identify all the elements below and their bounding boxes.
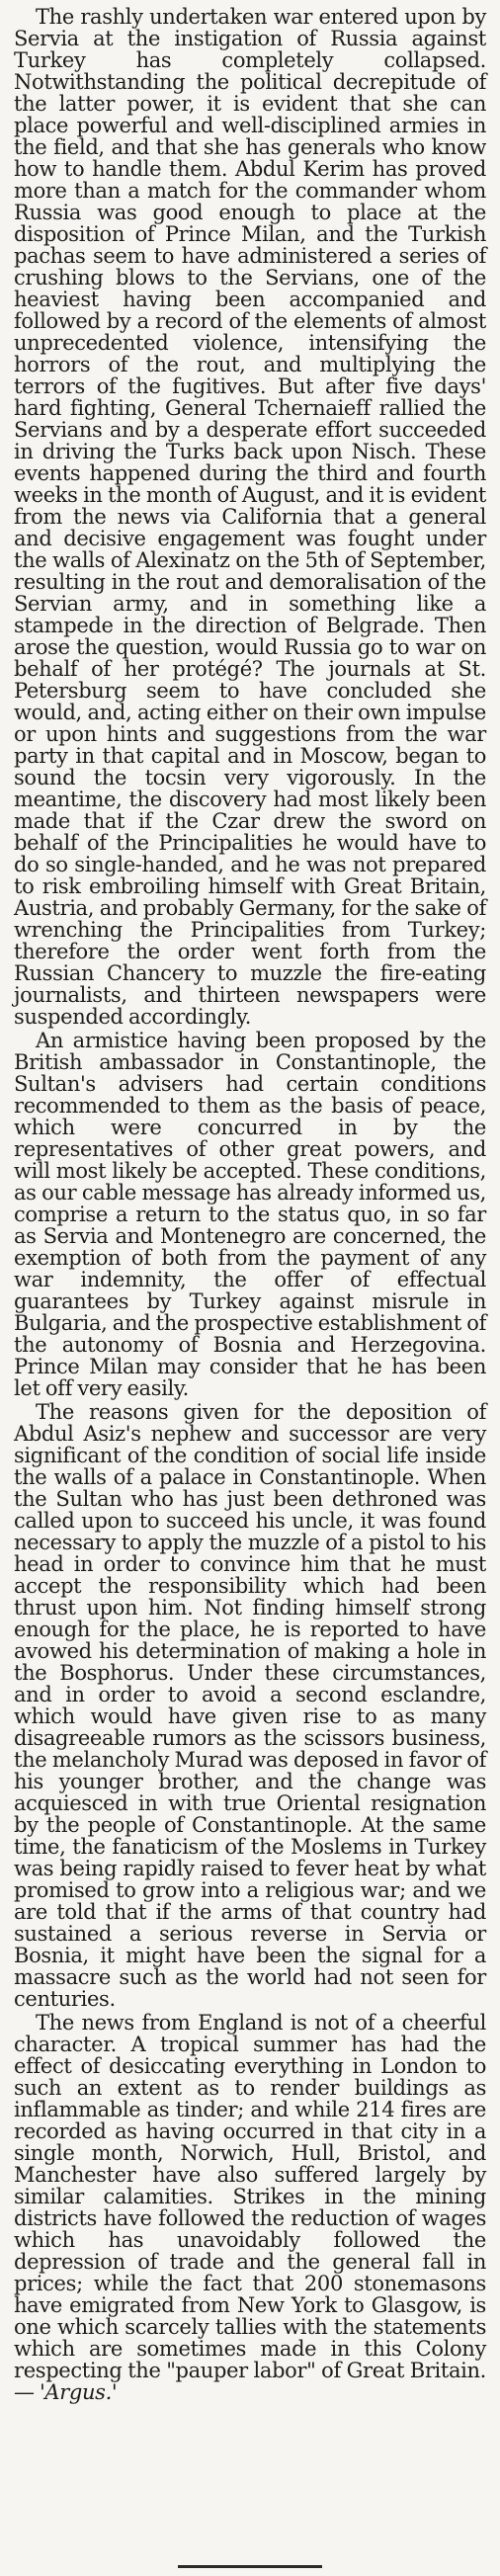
closing-rule — [178, 2565, 322, 2568]
article-paragraph-serbian-war: The rashly undertaken war entered upon by Servia at the instigation of Russia against Turkey has completely collapsed. Notwithstanding the political decrepitude of the latter power, it is evident that she can place powerful and well-disciplined armies in the field, and that she has generals who know how to handle them. Abdul Kerim has proved more than a match for the commander whom Russia was good enough to place at the disposition of Prince Milan, and the Turkish pachas seem to have administered a series of crushing blows to the Servians, one of the heaviest having been accompanied and followed by a record of the elements of almost unprecedented violence, intensifying the horrors of the rout, and multiplying the terrors of the fugitives. But after five days' hard fighting, General Tchernaieff rallied the Servians and by a desperate effort succeeded in driving the Turks back upon Nisch. These events happened during the third and fourth weeks in the month of August, and it is evident from the news via California that a general and decisive engagement was fought under the walls of Alexinatz on the 5th of September, resulting in the rout and demoralisation of the Servian army, and in something like a stampede in the direction of Belgrade. Then arose the question, would Russia go to war on behalf of her protégé? The journals at St. Petersburg seem to have concluded she would, and, acting either on their own impulse or upon hints and suggestions from the war party in that capital and in Moscow, began to sound the tocsin very vigorously. In the meantime, the discovery had most likely been made that if the Czar drew the sword on behalf of the Principalities he would have to do so single-handed, and he was not prepared to risk embroiling himself with Great Britain, Austria, and probably Germany, for the sake of wrenching the Principalities from Turkey; therefore the order went forth from the Russian Chancery to muzzle the fire-eating journalists, and thirteen newspapers were suspended accordingly. — [14, 5, 486, 1029]
england-news-text: The news from England is not of a cheerful character. A tropical summer has had the effect of desiccating everything in London to such an extent as to render buildings as inflammable as tinder; and while 214 fires are recorded as having occurred in that city in a single month, Norwich, Hull, Bristol, and Manchester have also suffered largely by similar calamities. Strikes in the mining districts have followed the reduction of wages which has unavoidably followed the depression of trade and the general fall in prices; while the fact that 200 stonemasons have emigrated from New York to Glasgow, is one which scarcely tallies with the statements which are sometimes made in this Colony respecting the "pauper labor" of Great Britain. — [14, 2011, 486, 2382]
article-paragraph-deposition: The reasons given for the deposition of Abdul Asiz's nephew and successor are very significant of the condition of social life inside the walls of a palace in Constantinople. When the Sultan who has just been dethroned was called upon to succeed his uncle, it was found necessary to apply the muzzle of a pistol to his head in order to convince him that he must accept the responsibility which had been thrust upon him. Not finding himself strong enough for the place, he is reported to have avowed his determination of making a hole in the Bosphorus. Under these circumstances, and in order to avoid a second esclandre, which would have given rise to as many disagreeable rumors as the scissors business, the melancholy Murad was deposed in favor of his younger brother, and the change was acquiesced in with true Oriental resignation by the people of Constantinople. At the same time, the fanaticism of the Moslems in Turkey was being rapidly raised to fever heat by what promised to grow into a religious war; and we are told that if the arms of that country had sustained a serious reverse in Servia or Bosnia, it might have been the signal for a massacre such as the world had not seen for centuries. — [14, 1400, 486, 2011]
article-paragraph-armistice: An armistice having been proposed by the British ambassador in Constantinople, the Sultan's advisers had certain conditions recommended to them as the basis of peace, which were concurred in by the representatives of other great powers, and will most likely be accepted. These conditions, as our cable message has already informed us, comprise a return to the status quo, in so far as Servia and Montenegro are concerned, the exemption of both from the payment of any war indemnity, the offer of effectual guarantees by Turkey against misrule in Bulgaria, and the prospective establishment of the autonomy of Bosnia and Herzegovina. Prince Milan may consider that he has been let off very easily. — [14, 1029, 486, 1400]
article-attribution: — 'Argus.' — [14, 2380, 118, 2404]
article-paragraph-england-news — [14, 2012, 486, 2403]
